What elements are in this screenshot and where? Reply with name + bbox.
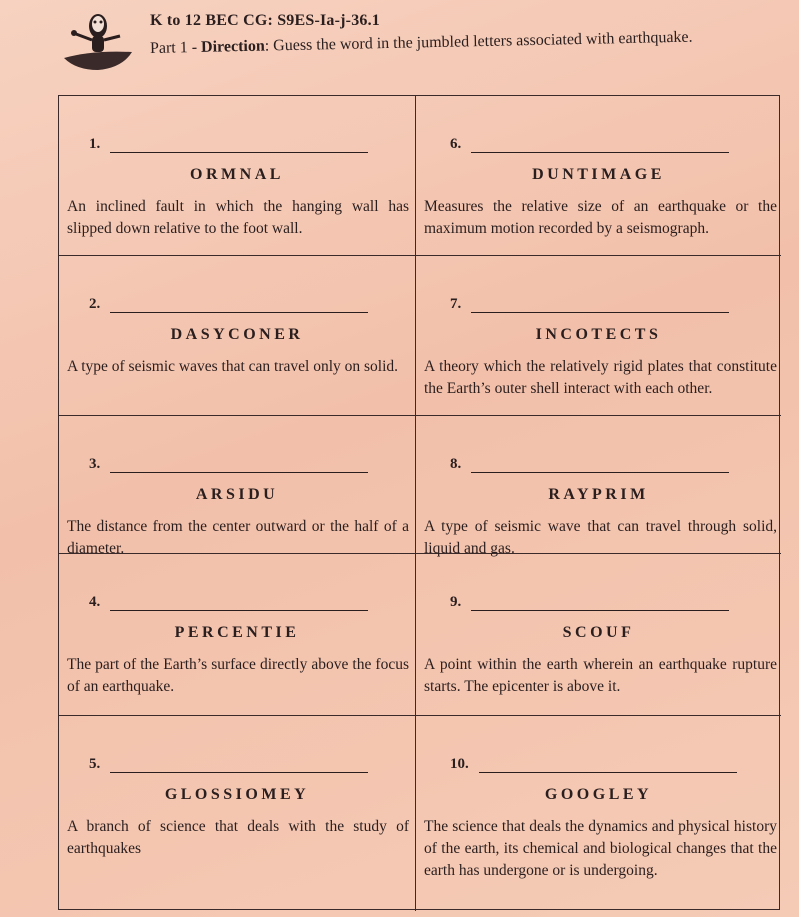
direction-text: : Guess the word in the jumbled letters associated with earthquake. xyxy=(264,28,693,55)
item-number: 8. xyxy=(450,456,462,472)
clue-text: A point within the earth wherein an earthquake rupture starts. The epicenter is above it. xyxy=(424,656,777,695)
jumbled-word: DASYCONER xyxy=(170,326,304,343)
clue-text: A branch of science that deals with the study of earthquakes xyxy=(67,818,409,857)
jumbled-word: INCOTECTS xyxy=(535,326,662,343)
direction-label: Direction xyxy=(200,37,265,56)
answer-blank[interactable] xyxy=(110,298,368,313)
curriculum-code: K to 12 BEC CG: S9ES-Ia-j-36.1 xyxy=(150,12,381,29)
clue-text: The part of the Earth’s surface directly above the focus of an earthquake. xyxy=(67,656,409,695)
clue-text: A theory which the relatively rigid plates that constitute the Earth’s outer shell interact with each other. xyxy=(424,358,777,397)
jumbled-word: DUNTIMAGE xyxy=(532,166,665,183)
jumbled-word: PERCENTIE xyxy=(174,624,300,641)
part-label: Part 1 - xyxy=(149,38,202,57)
item-number: 4. xyxy=(89,594,101,610)
jumbled-word: SCOUF xyxy=(562,624,635,641)
item-number: 10. xyxy=(450,756,469,772)
clue-text: A type of seismic wave that can travel through solid, liquid and gas. xyxy=(424,518,777,557)
answer-blank[interactable] xyxy=(110,458,368,473)
item-number: 2. xyxy=(89,296,101,312)
jumbled-word: GLOSSIOMEY xyxy=(164,786,310,803)
answer-blank[interactable] xyxy=(110,138,368,153)
item-cell-5 xyxy=(59,716,416,911)
item-cell-2 xyxy=(59,256,416,416)
item-cell-7 xyxy=(416,256,781,416)
worksheet-header xyxy=(0,0,799,95)
jumbled-word: ORMNAL xyxy=(190,166,284,183)
answer-blank[interactable] xyxy=(110,758,368,773)
mascot-logo-icon xyxy=(62,6,134,76)
answer-blank[interactable] xyxy=(471,298,729,313)
clue-text: The distance from the center outward or the half of a diameter. xyxy=(67,518,409,557)
item-number: 5. xyxy=(89,756,101,772)
item-cell-3 xyxy=(59,416,416,557)
item-number: 6. xyxy=(450,136,462,152)
item-cell-9 xyxy=(416,554,781,716)
item-number: 1. xyxy=(89,136,101,152)
jumbled-word: GOOGLEY xyxy=(544,786,653,803)
answer-blank[interactable] xyxy=(479,758,737,773)
jumbled-word: ARSIDU xyxy=(195,486,279,503)
clue-text: A type of seismic waves that can travel only on solid. xyxy=(67,358,399,375)
answer-blank[interactable] xyxy=(110,596,368,611)
jumbled-words-table xyxy=(58,95,780,910)
item-number: 3. xyxy=(89,456,101,472)
answer-blank[interactable] xyxy=(471,596,729,611)
item-number: 7. xyxy=(450,296,462,312)
item-cell-1 xyxy=(59,96,416,256)
answer-blank[interactable] xyxy=(471,138,729,153)
item-cell-6 xyxy=(416,96,781,256)
direction-line xyxy=(150,29,693,58)
item-number: 9. xyxy=(450,594,462,610)
clue-text: The science that deals the dynamics and physical history of the earth, its chemical and biological changes that the earth has undergone or is undergoing. xyxy=(424,818,777,879)
jumbled-word: RAYPRIM xyxy=(548,486,649,503)
answer-blank[interactable] xyxy=(471,458,729,473)
item-cell-4 xyxy=(59,554,416,716)
clue-text: Measures the relative size of an earthquake or the maximum motion recorded by a seismograph. xyxy=(424,198,777,237)
item-cell-10 xyxy=(416,716,781,911)
item-cell-8 xyxy=(416,416,781,557)
clue-text: An inclined fault in which the hanging wall has slipped down relative to the foot wall. xyxy=(67,198,409,237)
